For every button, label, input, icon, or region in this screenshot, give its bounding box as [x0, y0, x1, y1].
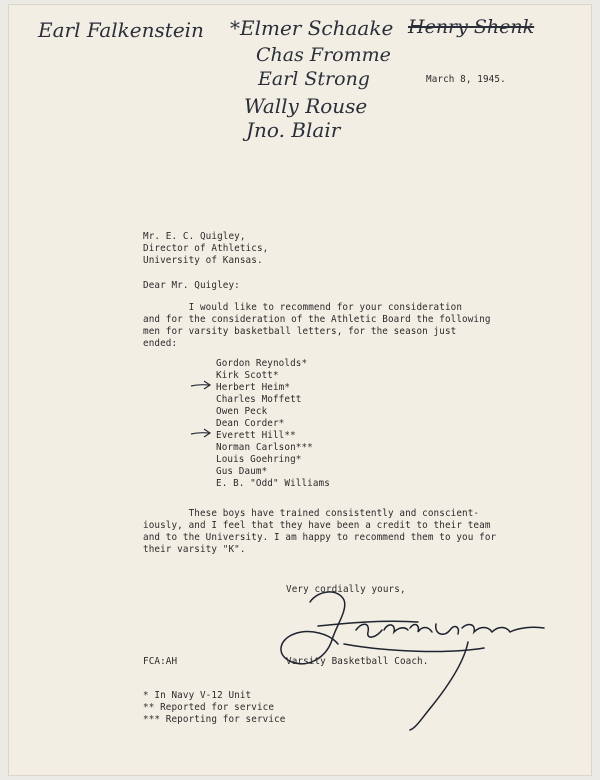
handwritten-name: Wally Rouse [244, 94, 368, 118]
address-line: Mr. E. C. Quigley, [143, 231, 246, 242]
footnote: * In Navy V-12 Unit [143, 690, 252, 701]
player-name: Everett Hill** [216, 430, 296, 441]
address-line: Director of Athletics, [143, 243, 269, 254]
handwritten-arrow-icon [190, 428, 212, 438]
salutation: Dear Mr. Quigley: [143, 280, 240, 291]
body-line: men for varsity basketball letters, for the season just [143, 326, 457, 337]
reference-initials: FCA:AH [143, 656, 178, 667]
footnote: ** Reported for service [143, 702, 275, 713]
body-line: and for the consideration of the Athletic Board the following [143, 314, 491, 325]
body-line: These boys have trained consistently and conscient- [143, 508, 480, 519]
handwritten-name: Earl Strong [258, 68, 370, 90]
handwritten-name: *Elmer Schaake [230, 16, 394, 40]
player-name: E. B. "Odd" Williams [216, 478, 330, 489]
player-name: Dean Corder* [216, 418, 285, 429]
closing: Very cordially yours, [286, 584, 406, 595]
player-name: Louis Goehring* [216, 454, 302, 465]
player-name: Gordon Reynolds* [216, 358, 308, 369]
handwritten-name-struck: Henry Shenk [408, 16, 535, 38]
player-name: Kirk Scott* [216, 370, 279, 381]
player-name: Herbert Heim* [216, 382, 291, 393]
address-line: University of Kansas. [143, 255, 263, 266]
body-line: ended: [143, 338, 178, 349]
handwritten-name: Earl Falkenstein [38, 18, 204, 42]
letter-date: March 8, 1945. [426, 74, 506, 85]
player-name: Norman Carlson*** [216, 442, 313, 453]
footnote: *** Reporting for service [143, 714, 286, 725]
player-name: Gus Daum* [216, 466, 268, 477]
handwritten-name: Jno. Blair [246, 118, 341, 142]
handwritten-name: Chas Fromme [256, 44, 391, 66]
player-name: Charles Moffett [216, 394, 302, 405]
body-line: their varsity "K". [143, 544, 246, 555]
player-name: Owen Peck [216, 406, 268, 417]
letter-page [8, 4, 592, 776]
signer-title: Varsity Basketball Coach. [286, 656, 429, 667]
body-line: I would like to recommend for your consideration [143, 302, 463, 313]
body-line: iously, and I feel that they have been a credit to their team [143, 520, 491, 531]
handwritten-arrow-icon [190, 380, 212, 390]
body-line: and to the University. I am happy to recommend them to you for [143, 532, 497, 543]
